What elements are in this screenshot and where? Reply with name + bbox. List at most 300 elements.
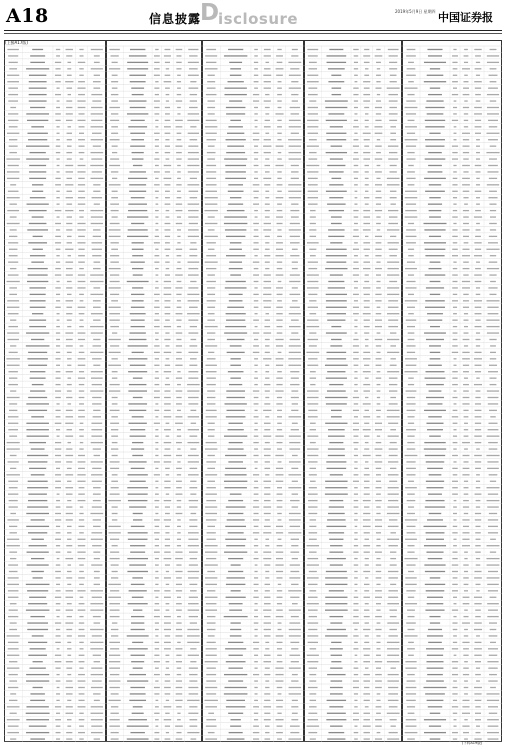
table-cell-text [26, 526, 49, 527]
table-cell-text [264, 629, 271, 630]
table-cell-text [464, 242, 469, 243]
table-cell-text [464, 680, 468, 681]
table-cell-text [454, 403, 457, 404]
table-cell-text [111, 629, 118, 630]
table-cell-text [78, 191, 85, 192]
table-cell-text [55, 442, 61, 443]
table-cell-text [277, 326, 283, 327]
table-cell-text [289, 416, 302, 417]
table-cell-text [364, 165, 368, 166]
table-cell-text [56, 126, 59, 127]
table-cell-text [376, 487, 382, 488]
table-cell-text [406, 687, 417, 688]
table-cell-text [406, 75, 416, 76]
table-cell-text [490, 358, 496, 359]
table-cell-text [56, 332, 60, 333]
table-cell-text [276, 571, 283, 572]
table-cell-text [306, 352, 319, 353]
table-cell-text [67, 468, 72, 469]
table-cell-text [55, 642, 61, 643]
table-cell-text [364, 700, 370, 701]
table-cell-text [452, 249, 458, 250]
table-cell-text [165, 545, 170, 546]
table-cell-text [188, 403, 198, 404]
table-cell-text [464, 55, 469, 56]
table-cell-text [292, 268, 298, 269]
table-cell-text [130, 429, 145, 430]
table-cell-text [462, 255, 470, 256]
table-cell-text [389, 610, 397, 611]
table-cell-text [329, 197, 343, 198]
table-cell-text [67, 326, 71, 327]
table-cell-text [264, 487, 270, 488]
table-cell-text [207, 81, 215, 82]
table-cell-text [26, 423, 49, 424]
table-cell-text [155, 178, 158, 179]
table-cell-text [389, 62, 397, 63]
table-cell-text [205, 448, 217, 449]
table-cell-text [453, 680, 457, 681]
table-cell-text [263, 558, 271, 559]
table-cell-text [189, 506, 197, 507]
table-cell-text [28, 139, 47, 140]
table-cell-text [354, 55, 358, 56]
table-cell-text [291, 539, 299, 540]
table-cell-text [227, 738, 245, 739]
table-cell-text [490, 481, 496, 482]
table-cell-text [78, 577, 84, 578]
table-cell-text [464, 629, 468, 630]
table-cell-text [277, 204, 282, 205]
table-cell-text [292, 287, 298, 288]
table-cell-text [453, 629, 458, 630]
table-cell-text [364, 146, 369, 147]
table-cell-text [464, 120, 468, 121]
table-cell-text [130, 313, 146, 314]
table-cell-text [291, 706, 298, 707]
table-cell-text [308, 506, 317, 507]
table-cell-text [364, 687, 369, 688]
table-cell-text [375, 120, 381, 121]
table-cell-text [364, 281, 369, 282]
table-cell-text [307, 274, 319, 275]
table-cell-text [128, 648, 148, 649]
table-cell-text [452, 191, 457, 192]
table-cell-text [56, 403, 59, 404]
table-cell-text [387, 648, 399, 649]
table-cell-text [128, 345, 148, 346]
table-cell-text [130, 49, 145, 50]
table-cell-text [309, 552, 317, 553]
table-cell-text [406, 55, 416, 56]
table-cell-text [78, 62, 85, 63]
table-cell-text [276, 481, 283, 482]
table-cell-text [56, 158, 59, 159]
table-cell-text [79, 629, 85, 630]
table-cell-text [110, 255, 119, 256]
table-cell-text [56, 107, 60, 108]
table-cell-text [308, 513, 317, 514]
table-cell-text [464, 610, 468, 611]
table-cell-text [205, 494, 216, 495]
table-cell-text [176, 358, 182, 359]
table-cell-text [390, 204, 395, 205]
table-cell-text [228, 49, 243, 50]
table-cell-text [27, 229, 48, 230]
table-cell-text [428, 365, 442, 366]
table-cell-text [264, 655, 271, 656]
table-cell-text [166, 732, 169, 733]
table-cell-text [264, 719, 271, 720]
table-cell-text [376, 75, 381, 76]
table-cell-text [253, 352, 259, 353]
continued-from-label: (上接A17版) [5, 40, 28, 45]
table-cell-text [94, 262, 101, 263]
table-cell-text [78, 120, 86, 121]
table-cell-text [205, 262, 218, 263]
table-cell-text [375, 158, 382, 159]
table-cell-text [132, 249, 144, 250]
table-cell-text [78, 539, 86, 540]
table-cell-text [406, 345, 415, 346]
table-cell-text [406, 693, 416, 694]
table-cell-text [277, 49, 281, 50]
table-cell-text [292, 403, 298, 404]
table-cell-text [265, 726, 270, 727]
table-cell-text [253, 442, 258, 443]
table-cell-text [7, 397, 20, 398]
table-cell-text [453, 700, 457, 701]
table-cell-text [354, 223, 358, 224]
table-cell-text [164, 597, 171, 598]
table-cell-text [225, 171, 245, 172]
table-cell-text [188, 216, 198, 217]
table-cell-text [363, 513, 370, 514]
table-cell-text [475, 519, 481, 520]
table-cell-text [128, 494, 148, 495]
table-cell-text [377, 648, 381, 649]
table-cell-text [127, 738, 149, 739]
table-cell-text [375, 326, 382, 327]
table-cell-text [464, 558, 467, 559]
table-cell-text [224, 332, 247, 333]
table-cell-text [388, 320, 398, 321]
table-cell-text [365, 274, 369, 275]
table-cell-text [291, 680, 298, 681]
table-cell-text [487, 436, 500, 437]
table-cell-text [463, 88, 469, 89]
table-cell-text [56, 674, 59, 675]
table-cell-text [292, 262, 298, 263]
table-cell-text [375, 552, 382, 553]
table-cell-text [452, 455, 458, 456]
table-cell-text [208, 229, 215, 230]
table-cell-text [154, 184, 160, 185]
table-cell-text [292, 100, 298, 101]
table-cell-text [462, 229, 469, 230]
table-cell-text [27, 455, 48, 456]
table-cell-text [264, 403, 270, 404]
table-cell-text [92, 171, 102, 172]
table-cell-text [474, 622, 482, 623]
table-cell-text [255, 216, 258, 217]
table-cell-text [230, 274, 241, 275]
table-cell-text [165, 171, 170, 172]
table-cell-text [265, 107, 270, 108]
table-cell-text [364, 468, 369, 469]
table-cell-text [363, 571, 370, 572]
table-cell-text [164, 352, 171, 353]
table-cell-text [91, 532, 102, 533]
table-cell-text [430, 622, 440, 623]
table-cell-text [165, 152, 170, 153]
table-cell-text [309, 532, 318, 533]
table-cell-text [131, 197, 145, 198]
table-cell-text [331, 661, 341, 662]
table-cell-text [407, 494, 415, 495]
table-cell-text [129, 384, 147, 385]
table-cell-text [206, 603, 217, 604]
table-cell-text [110, 294, 119, 295]
table-cell-text [291, 178, 299, 179]
table-cell-text [388, 571, 398, 572]
table-cell-text [165, 191, 170, 192]
table-cell-text [453, 113, 457, 114]
table-cell-text [487, 55, 499, 56]
table-cell-text [427, 655, 443, 656]
table-cell-text [375, 629, 381, 630]
table-cell-text [30, 300, 46, 301]
table-cell-text [253, 674, 259, 675]
table-cell-text [253, 204, 259, 205]
table-cell-text [454, 655, 457, 656]
table-cell-text [462, 68, 470, 69]
table-cell-text [91, 442, 103, 443]
table-cell-text [175, 120, 183, 121]
table-cell-text [56, 564, 60, 565]
table-cell-text [29, 468, 46, 469]
table-cell-text [165, 197, 170, 198]
table-cell-text [93, 410, 100, 411]
table-cell-text [56, 610, 61, 611]
table-cell-text [265, 249, 270, 250]
table-cell-text [407, 326, 415, 327]
table-cell-text [489, 674, 497, 675]
table-cell-text [291, 332, 298, 333]
table-cell-text [189, 436, 197, 437]
table-cell-text [363, 661, 370, 662]
table-cell-text [132, 268, 143, 269]
table-cell-text [205, 474, 217, 475]
table-cell-text [288, 532, 301, 533]
table-cell-text [224, 94, 246, 95]
table-cell-text [80, 345, 84, 346]
table-cell-text [353, 229, 358, 230]
table-cell-text [189, 584, 197, 585]
table-cell-text [453, 726, 456, 727]
table-cell-text [57, 436, 60, 437]
table-cell-text [229, 100, 242, 101]
table-cell-text [326, 191, 347, 192]
table-cell-text [408, 332, 415, 333]
table-cell-text [276, 468, 283, 469]
table-cell-text [365, 120, 369, 121]
table-cell-text [254, 210, 258, 211]
table-cell-text [187, 262, 199, 263]
table-cell-text [226, 661, 246, 662]
table-cell-text [487, 113, 499, 114]
table-cell-text [354, 597, 359, 598]
table-cell-text [464, 487, 469, 488]
table-cell-text [291, 204, 298, 205]
table-cell-text [474, 648, 482, 649]
table-cell-text [253, 249, 258, 250]
table-cell-text [164, 326, 171, 327]
table-cell-text [229, 603, 243, 604]
table-cell-text [56, 326, 60, 327]
table-cell-text [92, 468, 101, 469]
table-cell-text [363, 371, 371, 372]
table-cell-text [155, 81, 158, 82]
table-cell-text [453, 307, 457, 308]
table-cell-text [66, 152, 72, 153]
table-cell-text [55, 571, 61, 572]
table-cell-text [363, 94, 370, 95]
table-cell-text [9, 410, 17, 411]
table-cell-text [327, 204, 346, 205]
table-cell-text [66, 732, 72, 733]
table-cell-text [66, 171, 73, 172]
table-cell-text [452, 274, 458, 275]
table-cell-text [132, 255, 143, 256]
table-cell-text [127, 113, 148, 114]
table-cell-text [365, 345, 368, 346]
table-cell-text [254, 152, 258, 153]
table-cell-text [111, 300, 118, 301]
table-cell-text [355, 81, 358, 82]
table-cell-text [79, 49, 83, 50]
table-cell-text [92, 545, 101, 546]
table-cell-text [155, 249, 158, 250]
table-cell-text [9, 436, 17, 437]
table-cell-text [326, 139, 346, 140]
table-cell-text [65, 165, 73, 166]
table-cell-text [9, 674, 18, 675]
table-cell-text [489, 635, 498, 636]
table-cell-text [65, 262, 73, 263]
table-cell-text [307, 564, 319, 565]
table-cell-text [308, 204, 318, 205]
table-cell-text [29, 75, 46, 76]
table-cell-text [67, 700, 71, 701]
table-cell-text [308, 410, 317, 411]
table-cell-text [67, 88, 73, 89]
table-cell-text [265, 352, 270, 353]
table-cell-text [93, 300, 101, 301]
table-cell-text [308, 197, 318, 198]
table-cell-text [208, 635, 215, 636]
table-cell-text [265, 191, 269, 192]
table-cell-text [132, 300, 144, 301]
table-cell-text [56, 500, 60, 501]
table-cell-text [354, 448, 358, 449]
table-cell-text [265, 687, 269, 688]
table-cell-text [80, 597, 84, 598]
table-cell-text [487, 307, 498, 308]
table-cell-text [26, 732, 49, 733]
table-cell-text [291, 378, 299, 379]
table-cell-text [205, 197, 218, 198]
table-cell-text [464, 661, 468, 662]
table-cell-text [155, 455, 158, 456]
table-cell-text [353, 436, 358, 437]
table-cell-text [155, 313, 159, 314]
table-cell-text [230, 629, 241, 630]
table-cell-text [154, 713, 159, 714]
table-cell-text [463, 390, 469, 391]
table-cell-text [463, 107, 469, 108]
table-cell-text [110, 590, 119, 591]
table-cell-text [155, 668, 159, 669]
table-cell-text [375, 448, 383, 449]
table-cell-text [265, 268, 269, 269]
table-cell-text [94, 571, 100, 572]
table-cell-text [166, 423, 170, 424]
table-cell-text [254, 577, 258, 578]
table-cell-text [29, 326, 46, 327]
table-cell-text [26, 706, 48, 707]
table-cell-text [276, 706, 282, 707]
table-cell-text [255, 468, 258, 469]
table-cell-text [277, 191, 281, 192]
table-cell-text [487, 500, 500, 501]
table-cell-text [154, 345, 159, 346]
table-cell-text [476, 564, 481, 565]
table-cell-text [326, 300, 347, 301]
table-cell-text [254, 655, 258, 656]
table-cell-text [253, 320, 259, 321]
table-cell-text [204, 700, 217, 701]
table-cell-text [66, 590, 73, 591]
table-cell-text [309, 616, 317, 617]
table-cell-text [354, 416, 358, 417]
table-cell-text [265, 539, 269, 540]
table-cell-text [364, 320, 370, 321]
table-cell-text [375, 126, 383, 127]
table-cell-text [453, 616, 456, 617]
table-cell-text [67, 358, 72, 359]
table-cell-text [79, 487, 85, 488]
table-cell-text [155, 622, 159, 623]
table-cell-text [187, 165, 199, 166]
table-cell-text [165, 113, 170, 114]
table-cell-text [490, 229, 496, 230]
table-cell-text [453, 526, 458, 527]
table-cell-text [308, 107, 318, 108]
table-cell-text [408, 642, 414, 643]
table-cell-text [476, 262, 480, 263]
table-cell-text [131, 661, 144, 662]
table-cell-text [427, 75, 444, 76]
table-cell-text [112, 216, 118, 217]
table-cell-text [292, 494, 298, 495]
table-cell-text [90, 603, 103, 604]
table-cell-text [165, 365, 170, 366]
table-cell-text [68, 94, 71, 95]
table-cell-text [375, 719, 382, 720]
table-cell-text [307, 448, 318, 449]
table-cell-text [308, 268, 317, 269]
